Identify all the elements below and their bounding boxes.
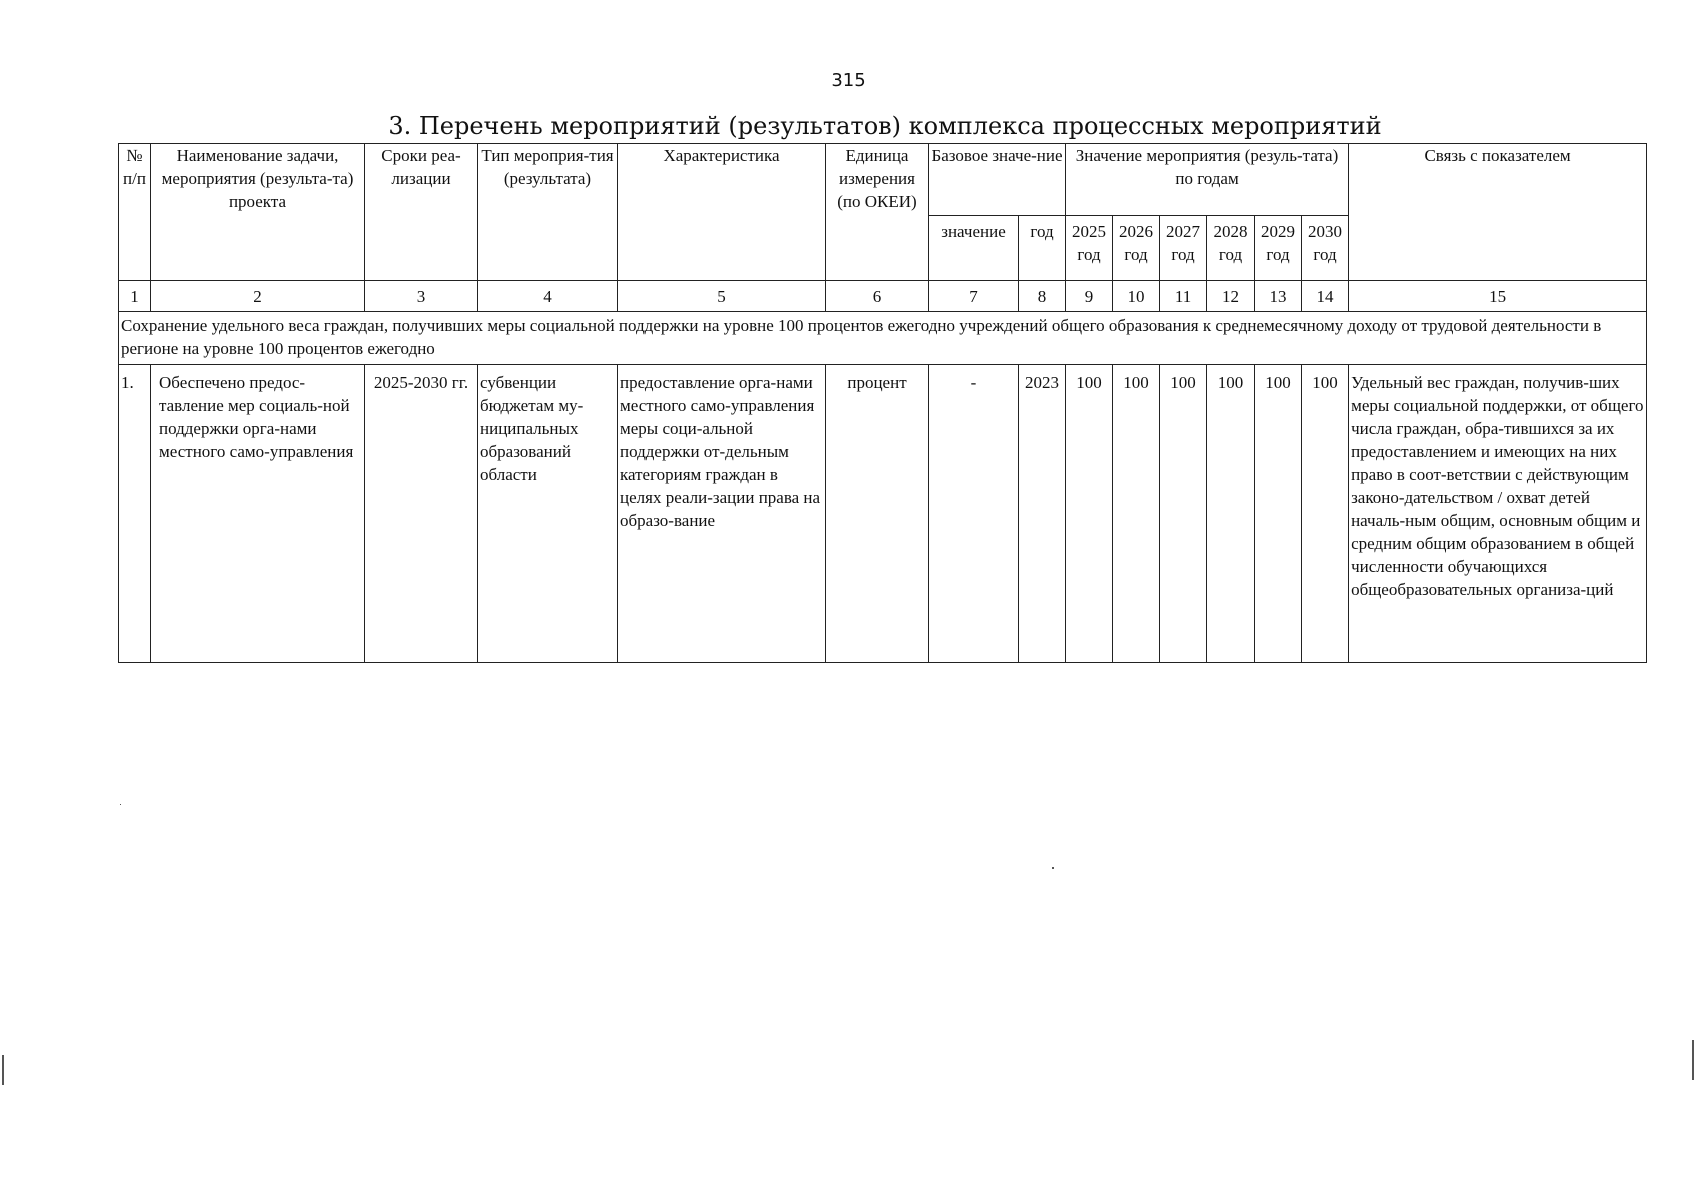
row-link: Удельный вес граждан, получив-ших меры социальной поддержки, от общего числа граждан, обра-тившихся за их предоставлением и имеющих на них право в соот-ветствии с действующим законо-дательством / охват детей началь-ным общим, основным общим и средним общим образованием в общей численности обучающихся общеобразовательных организа-ций	[1349, 365, 1647, 663]
header-unit: Единица измерения (по ОКЕИ)	[826, 144, 929, 281]
row-characteristic: предоставление орга-нами местного само-управления меры соци-альной поддержки от-дельным категориям граждан в целях реали-зации права на образо-вание	[618, 365, 826, 663]
column-number: 4	[478, 281, 618, 312]
row-type: субвенции бюджетам му-ниципальных образований области	[478, 365, 618, 663]
header-year-2029: 2029 год	[1255, 216, 1302, 281]
row-value-2025: 100	[1066, 365, 1113, 663]
header-name: Наименование задачи, мероприятия (результа-та) проекта	[151, 144, 365, 281]
column-number: 13	[1255, 281, 1302, 312]
header-timing: Сроки реа-лизации	[365, 144, 478, 281]
row-value-2029: 100	[1255, 365, 1302, 663]
row-value-2030: 100	[1302, 365, 1349, 663]
column-number: 3	[365, 281, 478, 312]
header-year-2030: 2030 год	[1302, 216, 1349, 281]
column-number: 5	[618, 281, 826, 312]
column-number-row	[119, 281, 1647, 312]
row-base-value: -	[929, 365, 1019, 663]
table-row	[119, 365, 1647, 663]
column-number: 6	[826, 281, 929, 312]
row-value-2028: 100	[1207, 365, 1255, 663]
page-number: 315	[831, 70, 866, 91]
column-number: 15	[1349, 281, 1647, 312]
header-year-2028: 2028 год	[1207, 216, 1255, 281]
column-number: 11	[1160, 281, 1207, 312]
header-year-2027: 2027 год	[1160, 216, 1207, 281]
header-yearly-values: Значение мероприятия (резуль-тата) по годам	[1066, 144, 1349, 216]
document-title: 3. Перечень мероприятий (результатов) комплекса процессных мероприятий	[388, 112, 1382, 140]
header-link: Связь с показателем	[1349, 144, 1647, 281]
header-num: № п/п	[119, 144, 151, 281]
header-row-main	[119, 144, 1647, 216]
row-timing: 2025-2030 гг.	[365, 365, 478, 663]
header-base-value: Базовое значе-ние	[929, 144, 1066, 216]
header-characteristic: Характеристика	[618, 144, 826, 281]
measures-table	[118, 143, 1647, 663]
row-name: Обеспечено предос-тавление мер социаль-ной поддержки орга-нами местного само-управления	[151, 365, 365, 663]
row-base-year: 2023	[1019, 365, 1066, 663]
column-number: 1	[119, 281, 151, 312]
section-heading-row	[119, 312, 1647, 365]
row-num: 1.	[119, 365, 151, 663]
column-number: 10	[1113, 281, 1160, 312]
column-number: 8	[1019, 281, 1066, 312]
row-value-2026: 100	[1113, 365, 1160, 663]
column-number: 9	[1066, 281, 1113, 312]
header-year-2026: 2026 год	[1113, 216, 1160, 281]
row-unit: процент	[826, 365, 929, 663]
column-number: 7	[929, 281, 1019, 312]
column-number: 12	[1207, 281, 1255, 312]
section-heading: Сохранение удельного веса граждан, получивших меры социальной поддержки на уровне 100 процентов ежегодно учреждений общего образования к среднемесячному доходу от трудовой деятельности в регионе на уровне 100 процентов ежегодно	[119, 312, 1647, 365]
header-year-2025: 2025 год	[1066, 216, 1113, 281]
header-base-value-sub: значение	[929, 216, 1019, 281]
column-number: 2	[151, 281, 365, 312]
column-number: 14	[1302, 281, 1349, 312]
row-value-2027: 100	[1160, 365, 1207, 663]
header-type: Тип мероприя-тия (результата)	[478, 144, 618, 281]
header-base-year-sub: год	[1019, 216, 1066, 281]
